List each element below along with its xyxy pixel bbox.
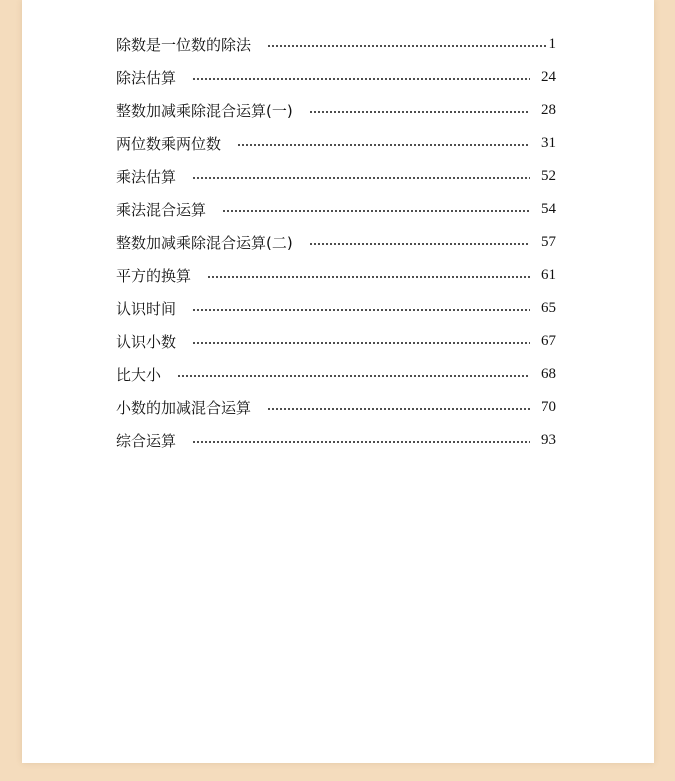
toc-entry-title: 两位数乘两位数 <box>116 135 222 153</box>
toc-entry-title: 综合运算 <box>116 432 177 450</box>
toc-entry-page: 57 <box>541 234 556 250</box>
toc-entry-title: 除法估算 <box>116 69 177 87</box>
toc-dot-leader <box>309 243 530 245</box>
toc-entry-page: 52 <box>541 168 556 184</box>
toc-entry-title: 除数是一位数的除法 <box>116 36 252 54</box>
toc-entry-page: 65 <box>541 300 556 316</box>
toc-entry[interactable] <box>116 325 556 358</box>
toc-dot-leader <box>192 177 530 179</box>
toc-entry-page: 68 <box>541 366 556 382</box>
toc-entry-page: 67 <box>541 333 556 349</box>
toc-entry[interactable] <box>116 193 556 226</box>
toc-entry[interactable] <box>116 28 556 61</box>
toc-entry-title: 比大小 <box>116 366 162 384</box>
toc-dot-leader <box>177 375 530 377</box>
toc-entry-page: 61 <box>541 267 556 283</box>
table-of-contents <box>116 28 556 457</box>
toc-entry-page: 24 <box>541 69 556 85</box>
toc-dot-leader <box>267 45 547 47</box>
toc-entry-title: 整数加减乘除混合运算(二) <box>116 234 293 252</box>
toc-entry[interactable] <box>116 424 556 457</box>
toc-dot-leader <box>192 309 530 311</box>
toc-dot-leader <box>309 111 530 113</box>
toc-entry[interactable] <box>116 259 556 292</box>
toc-dot-leader <box>267 408 530 410</box>
toc-entry-page: 31 <box>541 135 556 151</box>
toc-dot-leader <box>192 78 530 80</box>
toc-entry-title: 小数的加减混合运算 <box>116 399 252 417</box>
toc-dot-leader <box>192 342 530 344</box>
toc-entry-title: 认识时间 <box>116 300 177 318</box>
toc-entry[interactable] <box>116 226 556 259</box>
toc-entry[interactable] <box>116 391 556 424</box>
toc-dot-leader <box>222 210 530 212</box>
toc-dot-leader <box>237 144 530 146</box>
toc-entry-title: 认识小数 <box>116 333 177 351</box>
toc-entry-title: 乘法混合运算 <box>116 201 207 219</box>
document-page <box>22 0 654 763</box>
toc-entry-page: 54 <box>541 201 556 217</box>
toc-entry-title: 乘法估算 <box>116 168 177 186</box>
toc-entry[interactable] <box>116 127 556 160</box>
toc-entry[interactable] <box>116 292 556 325</box>
toc-entry[interactable] <box>116 160 556 193</box>
toc-entry-page: 70 <box>541 399 556 415</box>
toc-entry-page: 28 <box>541 102 556 118</box>
toc-dot-leader <box>192 441 530 443</box>
toc-entry[interactable] <box>116 61 556 94</box>
toc-entry[interactable] <box>116 94 556 127</box>
toc-entry-title: 平方的换算 <box>116 267 192 285</box>
toc-entry-page: 93 <box>541 432 556 448</box>
toc-entry-title: 整数加减乘除混合运算(一) <box>116 102 293 120</box>
toc-entry-page: 1 <box>548 36 556 52</box>
toc-dot-leader <box>207 276 530 278</box>
toc-entry[interactable] <box>116 358 556 391</box>
